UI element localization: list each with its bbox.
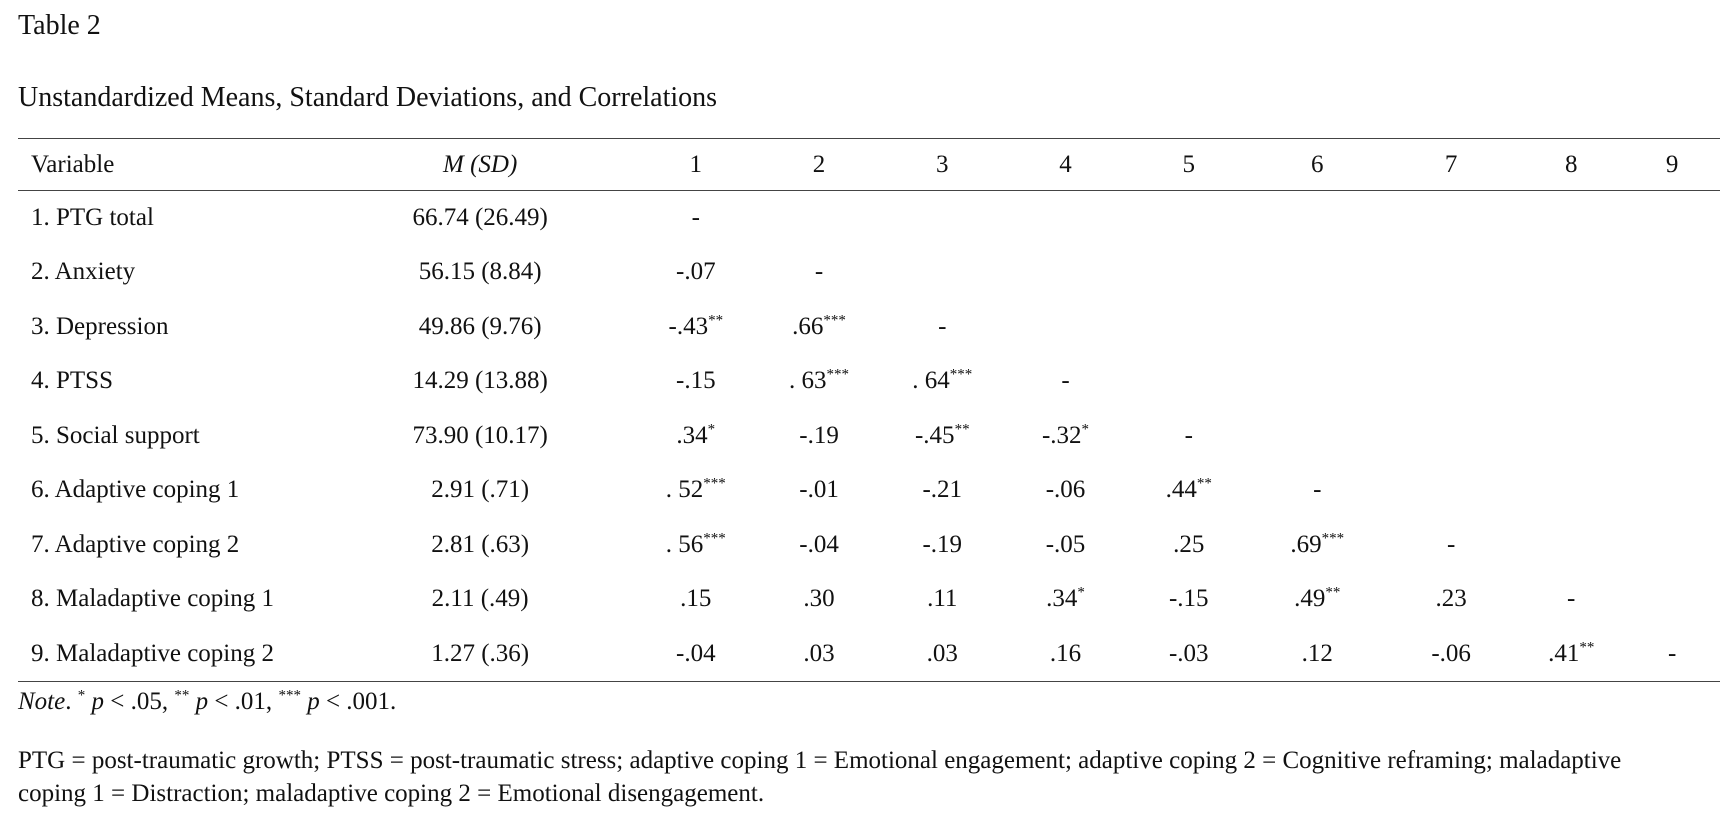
correlation-value: .11 xyxy=(927,585,958,613)
correlation-value: -.04 xyxy=(799,530,839,558)
correlation-cell xyxy=(1518,300,1624,355)
correlation-cell xyxy=(1624,518,1720,573)
significance-marker: *** xyxy=(826,366,850,383)
correlation-value: -.03 xyxy=(1168,639,1209,667)
correlation-cell xyxy=(1250,300,1384,355)
table-note: Note. * p < .05, ** p < .01, *** p < .001. xyxy=(18,687,397,715)
correlation-value: - xyxy=(938,312,947,340)
correlation-value: -.43 xyxy=(668,312,709,340)
note-threshold: < .05, xyxy=(103,688,175,715)
correlation-cell xyxy=(1250,627,1384,682)
variable-name: 2. Anxiety xyxy=(31,258,136,286)
correlation-cell xyxy=(1518,409,1624,464)
significance-marker: * xyxy=(707,421,716,438)
correlation-cell xyxy=(1384,463,1518,518)
variable-name: 6. Adaptive coping 1 xyxy=(31,476,240,504)
correlation-cell xyxy=(1518,354,1624,409)
correlation-cell xyxy=(1624,300,1720,355)
table-title: Unstandardized Means, Standard Deviations, and Correlations xyxy=(18,82,718,113)
correlation-cell xyxy=(1127,463,1250,518)
variable-name: 1. PTG total xyxy=(31,204,154,231)
mean-sd-value: 49.86 (9.76) xyxy=(418,312,542,340)
variable-name: 7. Adaptive coping 2 xyxy=(31,530,240,558)
correlation-value: .34 xyxy=(676,421,708,449)
correlation-value: -.01 xyxy=(799,476,839,504)
table-row xyxy=(18,245,1720,300)
sig-marker: * xyxy=(77,687,86,704)
correlation-value: - xyxy=(1061,367,1070,395)
correlation-value: -.04 xyxy=(676,639,716,667)
table-row xyxy=(18,572,1720,627)
correlation-cell xyxy=(1004,300,1127,355)
correlation-value: .23 xyxy=(1435,585,1467,613)
significance-marker: *** xyxy=(703,475,726,492)
correlation-cell xyxy=(1624,191,1720,246)
correlation-value: .12 xyxy=(1301,639,1333,667)
correlation-cell xyxy=(1518,245,1624,300)
correlation-cell xyxy=(634,245,757,300)
correlation-value: -.21 xyxy=(922,476,963,504)
correlation-cell xyxy=(881,300,1004,355)
significance-marker: ** xyxy=(708,312,724,329)
correlation-cell xyxy=(1004,409,1127,464)
correlation-cell xyxy=(1624,354,1720,409)
correlation-cell xyxy=(1004,245,1127,300)
significance-marker: *** xyxy=(703,530,726,547)
header-row xyxy=(18,139,1720,191)
correlation-cell xyxy=(1518,572,1624,627)
table-number: Table 2 xyxy=(18,10,101,41)
correlation-value: -.06 xyxy=(1431,639,1471,667)
table-row xyxy=(18,300,1720,355)
correlation-value: -.19 xyxy=(799,421,839,449)
correlation-cell xyxy=(634,572,757,627)
variable-name: 4. PTSS xyxy=(31,367,113,395)
variable-name: 9. Maladaptive coping 2 xyxy=(18,627,326,682)
table-row xyxy=(18,463,1720,518)
correlation-cell xyxy=(881,463,1004,518)
correlation-cell xyxy=(757,354,880,409)
note-threshold: < .001. xyxy=(319,688,397,715)
correlation-value: -.19 xyxy=(922,530,963,558)
header-mean-sd: M (SD) xyxy=(326,139,634,191)
header-col-8: 8 xyxy=(1518,139,1624,191)
sig-marker: ** xyxy=(174,687,190,704)
correlation-value: -.15 xyxy=(676,367,716,395)
correlation-cell xyxy=(1624,463,1720,518)
correlation-cell xyxy=(1127,627,1250,682)
correlation-value: - xyxy=(1184,421,1193,449)
table-row xyxy=(18,409,1720,464)
correlation-cell xyxy=(1004,191,1127,246)
header-col-6: 6 xyxy=(1250,139,1384,191)
header-col-3: 3 xyxy=(881,139,1004,191)
correlation-value: -.45 xyxy=(914,421,955,449)
correlation-cell xyxy=(1004,354,1127,409)
correlation-cell xyxy=(1518,463,1624,518)
correlation-cell xyxy=(1384,191,1518,246)
correlation-value: - xyxy=(1446,530,1456,558)
correlation-value: .34 xyxy=(1046,585,1078,613)
significance-marker: * xyxy=(1077,584,1085,601)
p-symbol: p xyxy=(195,688,209,715)
significance-marker: ** xyxy=(1196,475,1212,492)
correlation-cell xyxy=(757,627,880,682)
correlation-value: -.32 xyxy=(1041,421,1082,449)
correlation-cell xyxy=(634,191,757,246)
table-row xyxy=(18,191,1720,246)
mean-sd-value: 56.15 (8.84) xyxy=(418,258,542,286)
correlation-value: .03 xyxy=(803,639,835,667)
correlation-cell xyxy=(1127,409,1250,464)
correlation-value: . 63 xyxy=(789,367,827,395)
correlation-cell xyxy=(1004,627,1127,682)
correlation-cell xyxy=(1384,627,1518,682)
table-row xyxy=(18,354,1720,409)
correlation-cell xyxy=(1250,463,1384,518)
correlation-value: . 56 xyxy=(665,530,704,558)
correlation-cell xyxy=(1624,627,1720,682)
correlation-cell xyxy=(1127,245,1250,300)
correlation-cell xyxy=(757,463,880,518)
note-threshold: < .01, xyxy=(208,688,279,715)
significance-marker: *** xyxy=(949,366,973,383)
header-col-4: 4 xyxy=(1004,139,1127,191)
correlation-cell xyxy=(634,518,757,573)
correlation-value: - xyxy=(1313,476,1322,504)
correlation-cell xyxy=(634,463,757,518)
correlation-value: .15 xyxy=(680,585,712,613)
correlation-value: .16 xyxy=(1049,639,1082,667)
correlation-value: - xyxy=(691,204,700,231)
correlation-cell xyxy=(881,245,1004,300)
correlation-cell xyxy=(757,245,880,300)
correlation-value: -.05 xyxy=(1045,530,1086,558)
correlation-table xyxy=(18,138,1720,682)
correlation-cell xyxy=(634,627,757,682)
note-label: Note xyxy=(18,688,66,715)
correlation-cell xyxy=(1624,245,1720,300)
variable-name: 5. Social support xyxy=(31,421,200,449)
correlation-cell xyxy=(881,627,1004,682)
correlation-cell xyxy=(1384,354,1518,409)
correlation-cell xyxy=(1127,191,1250,246)
header-col-5: 5 xyxy=(1127,139,1250,191)
correlation-cell xyxy=(881,191,1004,246)
correlation-value: .66 xyxy=(792,312,824,340)
correlation-cell xyxy=(1250,409,1384,464)
correlation-value: . 52 xyxy=(665,476,704,504)
correlation-cell xyxy=(881,572,1004,627)
correlation-cell xyxy=(757,300,880,355)
header-variable: Variable xyxy=(18,139,326,191)
correlation-cell xyxy=(881,518,1004,573)
correlation-cell xyxy=(1384,409,1518,464)
abbreviation-note: PTG = post-traumatic growth; PTSS = post-traumatic stress; adaptive coping 1 = Emotional engagement; adaptive coping 2 = Cognitive reframing; maladaptive coping 1 = Distraction; maladaptive coping 2 = Emotional disengagement. xyxy=(18,747,1622,807)
correlation-value: .25 xyxy=(1173,530,1205,558)
correlation-cell xyxy=(757,191,880,246)
correlation-cell xyxy=(1004,463,1127,518)
correlation-value: .03 xyxy=(926,639,958,667)
correlation-value: .41 xyxy=(1548,639,1580,667)
mean-sd-value: 66.74 (26.49) xyxy=(412,204,548,231)
correlation-cell xyxy=(634,300,757,355)
p-symbol: p xyxy=(91,688,104,715)
correlation-value: .49 xyxy=(1294,585,1326,613)
p-symbol: p xyxy=(307,688,320,715)
significance-marker: * xyxy=(1081,421,1090,438)
correlation-cell xyxy=(1384,300,1518,355)
header-col-7: 7 xyxy=(1384,139,1518,191)
correlation-cell xyxy=(1250,572,1384,627)
significance-marker: ** xyxy=(954,421,970,438)
table-body xyxy=(18,191,1720,682)
correlation-value: .30 xyxy=(803,585,835,613)
variable-name: 8. Maladaptive coping 1 xyxy=(31,585,274,613)
correlation-value: -.15 xyxy=(1168,585,1209,613)
sig-marker: *** xyxy=(278,687,301,704)
correlation-cell xyxy=(1518,518,1624,573)
correlation-value: - xyxy=(1667,639,1677,667)
correlation-cell xyxy=(634,409,757,464)
mean-sd-value: 2.81 (.63) xyxy=(431,530,530,558)
mean-sd-value: 2.11 (.49) xyxy=(431,585,529,613)
correlation-cell xyxy=(1384,518,1518,573)
correlation-cell xyxy=(1624,409,1720,464)
correlation-cell xyxy=(1127,518,1250,573)
correlation-value: - xyxy=(814,258,824,286)
mean-sd-value: 1.27 (.36) xyxy=(326,627,634,682)
significance-marker: *** xyxy=(1321,530,1345,547)
correlation-cell xyxy=(1250,245,1384,300)
header-col-9: 9 xyxy=(1624,139,1720,191)
correlation-cell xyxy=(1518,627,1624,682)
mean-sd-value: 73.90 (10.17) xyxy=(412,421,548,449)
correlation-value: -.07 xyxy=(676,258,716,286)
mean-sd-value: 14.29 (13.88) xyxy=(412,367,548,395)
correlation-cell xyxy=(757,409,880,464)
correlation-cell xyxy=(1384,245,1518,300)
correlation-cell xyxy=(634,354,757,409)
correlation-cell xyxy=(1250,518,1384,573)
correlation-value: .69 xyxy=(1290,530,1322,558)
variable-name: 3. Depression xyxy=(31,312,169,340)
correlation-value: - xyxy=(1567,585,1576,613)
correlation-value: -.06 xyxy=(1045,476,1086,504)
correlation-cell xyxy=(1004,572,1127,627)
mean-sd-value: 2.91 (.71) xyxy=(431,476,530,504)
correlation-cell xyxy=(881,354,1004,409)
correlation-cell xyxy=(1127,572,1250,627)
correlation-cell xyxy=(1384,572,1518,627)
correlation-cell xyxy=(1250,191,1384,246)
correlation-cell xyxy=(1127,300,1250,355)
header-col-2: 2 xyxy=(757,139,880,191)
correlation-cell xyxy=(757,518,880,573)
correlation-cell xyxy=(1624,572,1720,627)
significance-marker: ** xyxy=(1579,639,1595,656)
correlation-value: .44 xyxy=(1165,476,1197,504)
correlation-cell xyxy=(1250,354,1384,409)
correlation-cell xyxy=(881,409,1004,464)
table-row xyxy=(18,518,1720,573)
header-col-1: 1 xyxy=(634,139,757,191)
correlation-value: . 64 xyxy=(912,367,950,395)
correlation-cell xyxy=(1127,354,1250,409)
significance-marker: *** xyxy=(823,312,846,329)
significance-marker: ** xyxy=(1325,584,1341,601)
correlation-cell xyxy=(1004,518,1127,573)
correlation-cell xyxy=(757,572,880,627)
correlation-cell xyxy=(1518,191,1624,246)
table-row xyxy=(18,627,1720,682)
